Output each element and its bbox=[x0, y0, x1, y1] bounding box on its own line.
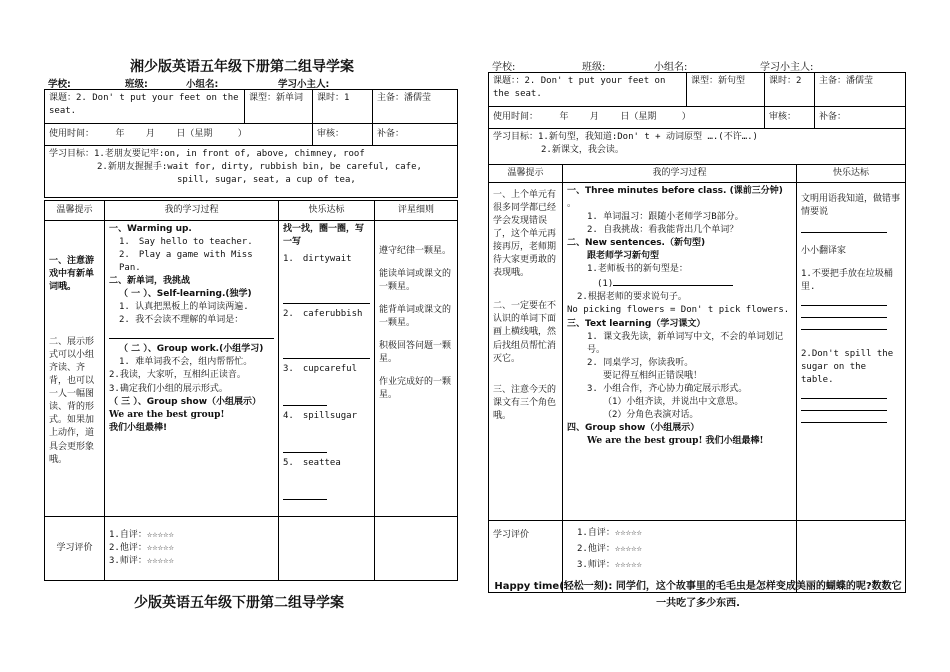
left-proc-item: 2. Play a game with Miss Pan. bbox=[119, 250, 253, 274]
right-happy-translate: 小小翻译家 bbox=[801, 246, 847, 257]
left-star-rule: 能背单词或课文的一颗星。 bbox=[379, 305, 452, 329]
right-proc-item: 1.老师板书的新句型是： bbox=[587, 264, 688, 275]
left-happy-line[interactable] bbox=[283, 394, 327, 406]
left-star-rule: 能读单词或课文的一颗星。 bbox=[379, 269, 452, 293]
left-proc-item: 1. Say hello to teacher. bbox=[119, 237, 253, 248]
right-happy-line[interactable] bbox=[801, 306, 887, 318]
left-col-happy: 快乐达标 bbox=[279, 201, 375, 221]
left-stars-cell bbox=[375, 221, 458, 517]
left-goals: 学习目标：1.老朋友要记牢:on, in front of, above, chimney, roof 2.新朋友握握手:wait for, dirty, rubbish bin, be careful, cafe, spill, sugar, seat, a cup of tea, bbox=[45, 146, 458, 198]
left-star-rule: 积极回答问题一颗星。 bbox=[379, 341, 452, 365]
right-proc-slogan: We are the best group! 我们小组最棒! bbox=[587, 435, 764, 446]
left-host: 主备：潘儒莹 bbox=[373, 90, 458, 124]
left-info-table bbox=[44, 89, 458, 198]
left-footer-title: 少版英语五年级下册第二组导学案 bbox=[134, 595, 344, 611]
left-happy-line[interactable] bbox=[283, 347, 370, 359]
left-col-process: 我的学习过程 bbox=[105, 201, 279, 221]
left-happy-item: 1. dirtywait bbox=[283, 254, 352, 265]
left-supplement: 补备： bbox=[373, 124, 458, 146]
left-header-school: 学校: bbox=[48, 79, 71, 90]
right-happy-line[interactable] bbox=[801, 399, 887, 411]
left-star-rule: 作业完成好的一颗星。 bbox=[379, 377, 452, 401]
right-happy-line[interactable] bbox=[801, 411, 887, 423]
right-col-process: 我的学习过程 bbox=[563, 165, 797, 183]
left-page-title: 湘少版英语五年级下册第二组导学案 bbox=[130, 59, 354, 75]
right-main-table bbox=[488, 164, 906, 593]
right-proc-item: 2.根据老师的要求说句子。 bbox=[577, 292, 687, 303]
right-proc-item: 1. 单词温习：跟随小老师学习B部分。 bbox=[587, 212, 744, 223]
left-tip-1: 一、注意游戏中有新单词哦。 bbox=[49, 256, 95, 293]
left-tips-cell bbox=[45, 221, 105, 517]
left-happy-heading: 找一找，圈一圈，写一写 bbox=[283, 224, 365, 248]
right-lesson-type: 课型：新句型 bbox=[687, 73, 765, 107]
right-proc-heading: 二、New sentences.（新句型) bbox=[567, 238, 706, 249]
right-proc-heading: 四、Group show（小组展示） bbox=[567, 422, 700, 433]
left-tip-2: 二、展示形式可以小组齐读、齐背，也可以一人一幅图读、背的形式。如果加上动作，道具会更形象哦。 bbox=[49, 337, 95, 465]
right-tips-cell bbox=[489, 183, 563, 521]
right-proc-heading: 一、Three minutes before class. (课前三分钟) bbox=[567, 186, 783, 197]
left-eval-cell bbox=[105, 517, 279, 581]
right-proc-item: 2. 同桌学习，你读我听。 bbox=[587, 357, 694, 368]
left-eval-other: 2.他评：☆☆☆☆☆ bbox=[109, 542, 174, 553]
left-eval-self: 1.自评：☆☆☆☆☆ bbox=[109, 529, 174, 540]
left-answer-line[interactable] bbox=[109, 327, 274, 339]
left-process-cell bbox=[105, 221, 279, 517]
right-happy-q2: 2.Don't spill the sugar on the table. bbox=[801, 349, 894, 386]
right-happy-line[interactable] bbox=[801, 318, 887, 330]
right-eval-self: 1.自评：☆☆☆☆☆ bbox=[577, 528, 642, 539]
right-happy-cell bbox=[797, 183, 906, 521]
left-topic: 课题：2. Don' t put your feet on the seat. bbox=[45, 90, 245, 124]
left-proc-warmup: 一、Warming up. bbox=[109, 224, 192, 234]
right-tip-3: 三、注意今天的课文有三个角色哦。 bbox=[493, 384, 557, 421]
left-header-group: 小组名: bbox=[186, 79, 219, 90]
left-proc-item: 2. 我不会读不理解的单词是： bbox=[119, 315, 244, 326]
right-review: 审核： bbox=[765, 107, 815, 129]
left-lesson-type: 课型：新单词 bbox=[245, 90, 313, 124]
right-tip-2: 二、一定要在不认识的单词下面画上横线哦，然后找组员帮忙消灭它。 bbox=[493, 301, 557, 364]
left-proc-slogan: We are the best group! bbox=[109, 409, 225, 420]
left-proc-heading: （ 一 ）、Self-learning.(独学) bbox=[119, 289, 252, 300]
right-goals: 学习目标：1.新句型，我知道:Don' t + 动词原型 ….(不许….) 2.新课文，我会读。 bbox=[489, 129, 906, 165]
right-proc-item: （2）分角色表演对话。 bbox=[603, 409, 699, 420]
right-proc-heading: 跟老师学习新句型 bbox=[587, 251, 660, 262]
right-happy-intro: 文明用语我知道，做错事情要说 bbox=[801, 194, 901, 218]
right-info-table bbox=[488, 72, 906, 165]
right-happy-time: Happy time(轻松一刻): 同学们，这个故事里的毛毛虫是怎样变成美丽的蝴蝶的呢?数数它一共吃了多少东西. bbox=[494, 581, 902, 609]
right-header-group: 小组名: bbox=[654, 62, 688, 73]
left-review: 审核： bbox=[313, 124, 373, 146]
right-proc-example: No picking flowers = Don' t pick flowers. bbox=[567, 305, 790, 316]
left-proc-heading: 二、新单词，我挑战 bbox=[109, 276, 191, 287]
right-proc-item: 2. 自我挑战：看我能背出几个单词？ bbox=[587, 225, 739, 236]
left-use-time: 使用时间： 年 月 日（星期 ） bbox=[45, 124, 313, 146]
right-happy-line[interactable] bbox=[801, 294, 887, 306]
right-proc-heading: 三、Text learning（学习课文） bbox=[567, 318, 706, 329]
left-happy-item: 3. cupcareful bbox=[283, 364, 358, 375]
right-happy-line[interactable] bbox=[801, 221, 887, 233]
right-eval-label: 学习评价 bbox=[489, 521, 563, 593]
right-header-student: 学习小主人: bbox=[760, 62, 814, 73]
left-proc-slogan: 我们小组最棒! bbox=[109, 422, 168, 433]
left-eval-empty bbox=[279, 517, 375, 581]
right-supplement: 补备： bbox=[815, 107, 906, 129]
right-col-tips: 温馨提示 bbox=[489, 165, 563, 183]
left-proc-heading: （ 二 ）、Group work.(小组学习) bbox=[119, 344, 264, 355]
left-eval-teacher: 3.师评：☆☆☆☆☆ bbox=[109, 556, 174, 567]
right-topic: 课题：：2. Don' t put your feet on the seat. bbox=[489, 73, 687, 107]
left-happy-cell bbox=[279, 221, 375, 517]
right-eval-teacher: 3.师评：☆☆☆☆☆ bbox=[577, 560, 642, 571]
left-proc-heading: （ 三 ）、Group show（小组展示） bbox=[109, 396, 262, 407]
right-happy-q1: 1.不要把手放在垃圾桶里. bbox=[801, 269, 893, 293]
left-col-stars: 评星细则 bbox=[375, 201, 458, 221]
right-process-cell bbox=[563, 183, 797, 521]
left-proc-item: 1. 难单词我不会，组内帮帮忙。 bbox=[119, 357, 253, 368]
left-col-tips: 温馨提示 bbox=[45, 201, 105, 221]
left-eval-empty bbox=[375, 517, 458, 581]
right-host: 主备：潘儒莹 bbox=[815, 73, 906, 107]
left-proc-item: 3.确定我们小组的展示形式。 bbox=[109, 383, 228, 394]
left-period: 课时：1 bbox=[313, 90, 373, 124]
right-sentence-blank[interactable] bbox=[613, 276, 733, 286]
right-happy-line[interactable] bbox=[801, 387, 887, 399]
right-proc-item: 3. 小组合作，齐心协力确定展示形式。 bbox=[587, 383, 748, 394]
right-col-happy: 快乐达标 bbox=[797, 165, 906, 183]
right-proc-item: （1）小组齐读，并说出中文意思。 bbox=[603, 396, 744, 407]
right-header-class: 班级: bbox=[582, 62, 606, 73]
left-eval-label: 学习评价 bbox=[45, 517, 105, 581]
right-proc-item: 1. 课文我先读，新单词写中文，不会的单词划记号。 bbox=[587, 331, 784, 355]
right-eval-other: 2.他评：☆☆☆☆☆ bbox=[577, 544, 642, 555]
right-period: 课时：2 bbox=[765, 73, 815, 107]
left-header-student: 学习小主人: bbox=[278, 79, 330, 90]
right-tip-1: 一、上个单元有很多同学都已经学会发现错误了，这个单元再接再厉，老师期待大家更勇敢的表现哦。 bbox=[493, 190, 557, 279]
right-proc-item: 。 bbox=[567, 199, 577, 210]
left-happy-item: 5. seattea bbox=[283, 458, 341, 469]
left-happy-line[interactable] bbox=[283, 292, 370, 304]
right-proc-blank: (1) bbox=[567, 276, 792, 291]
left-star-rule: 遵守纪律一颗星。 bbox=[379, 246, 452, 256]
right-header-school: 学校: bbox=[492, 62, 516, 73]
left-main-table bbox=[44, 200, 458, 581]
left-happy-line[interactable] bbox=[283, 488, 327, 500]
left-happy-line[interactable] bbox=[283, 441, 327, 453]
left-proc-item: 1. 认真把黑板上的单词读两遍. bbox=[119, 302, 249, 313]
left-header-class: 班级: bbox=[125, 79, 148, 90]
right-use-time: 使用时间： 年 月 日（星期 ） bbox=[489, 107, 765, 129]
left-happy-item: 4. spillsugar bbox=[283, 411, 358, 422]
right-proc-item: 要记得互相纠正错误哦！ bbox=[603, 370, 703, 381]
left-happy-item: 2. caferubbish bbox=[283, 309, 363, 320]
left-proc-item: 2.我读，大家听，互相纠正读音。 bbox=[109, 370, 246, 381]
